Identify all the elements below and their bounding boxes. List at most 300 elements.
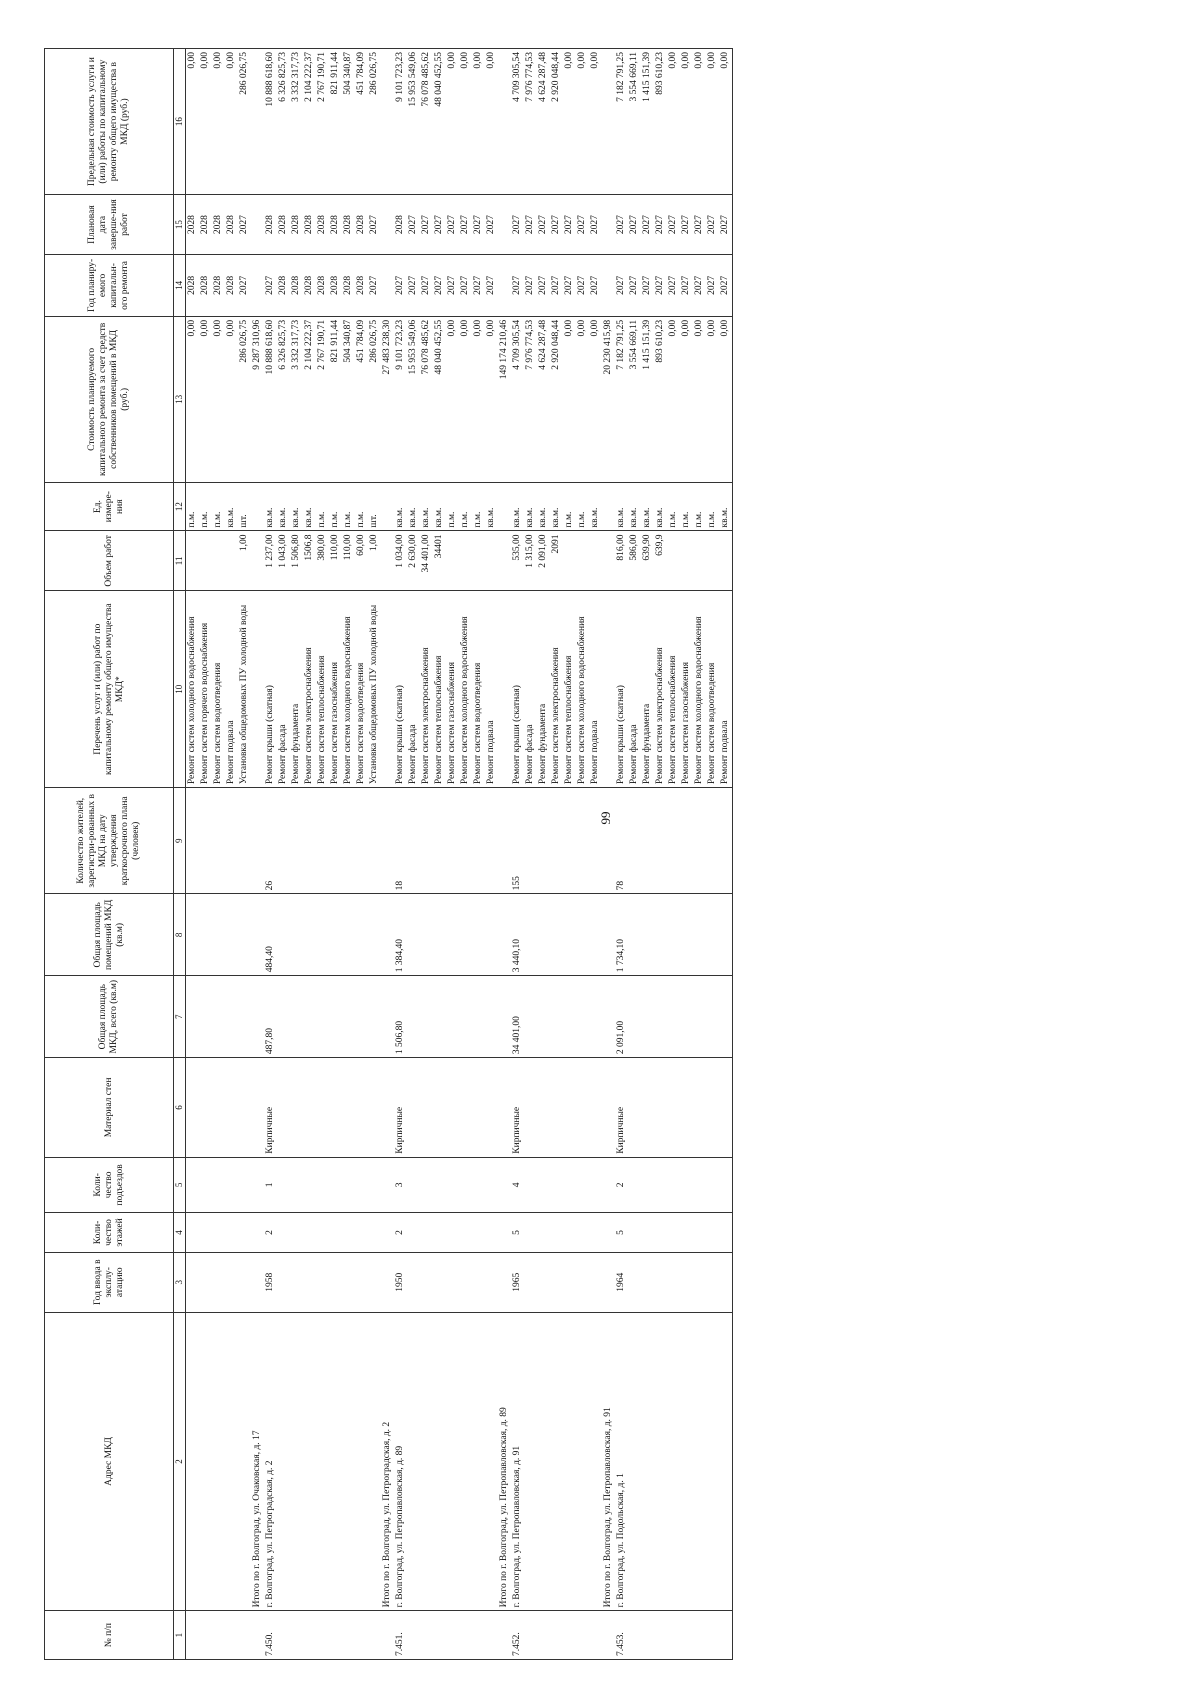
cell-c13: 0,00 bbox=[472, 316, 485, 482]
cell-c4 bbox=[342, 1213, 355, 1253]
cell-c1 bbox=[641, 1611, 654, 1660]
cell-c8 bbox=[251, 894, 264, 976]
table-row bbox=[459, 49, 472, 1660]
cell-c13: 9 101 723,23 bbox=[394, 316, 407, 482]
cell-c5 bbox=[537, 1157, 550, 1212]
cell-c6 bbox=[342, 1058, 355, 1158]
cell-c9 bbox=[641, 788, 654, 894]
cell-c7 bbox=[186, 976, 200, 1058]
cell-c16: 3 332 317,73 bbox=[290, 49, 303, 195]
cell-c13: 2 104 222,37 bbox=[303, 316, 316, 482]
cell-c7 bbox=[251, 976, 264, 1058]
cell-c11: 639,90 bbox=[641, 531, 654, 591]
cell-c8 bbox=[550, 894, 563, 976]
cell-c16: 286 026,75 bbox=[238, 49, 251, 195]
cell-c3 bbox=[420, 1252, 433, 1312]
cell-c10: Ремонт систем водоотведения bbox=[212, 591, 225, 788]
cell-c1: 7.453. bbox=[615, 1611, 628, 1660]
cell-c7: 1 506,80 bbox=[394, 976, 407, 1058]
cell-c11: 1 237,00 bbox=[264, 531, 277, 591]
cell-c16 bbox=[251, 49, 264, 195]
cell-c7 bbox=[420, 976, 433, 1058]
cell-c7 bbox=[368, 976, 381, 1058]
cell-c7 bbox=[290, 976, 303, 1058]
cell-c15: 2027 bbox=[706, 195, 719, 255]
cell-c5 bbox=[589, 1157, 602, 1212]
cell-c12: кв.м. bbox=[277, 482, 290, 531]
cell-c13: 0,00 bbox=[693, 316, 706, 482]
cell-c13: 7 976 774,53 bbox=[524, 316, 537, 482]
cell-c3 bbox=[550, 1252, 563, 1312]
cell-c11 bbox=[667, 531, 680, 591]
cell-c8 bbox=[628, 894, 641, 976]
cell-c4 bbox=[719, 1213, 733, 1253]
cell-c3: 1958 bbox=[264, 1252, 277, 1312]
cell-c15: 2027 bbox=[628, 195, 641, 255]
cell-c3 bbox=[251, 1252, 264, 1312]
cell-c1 bbox=[693, 1611, 706, 1660]
cell-c6 bbox=[693, 1058, 706, 1158]
cell-c12: п.м. bbox=[446, 482, 459, 531]
column-number-16: 16 bbox=[174, 49, 186, 195]
cell-c16: 4 709 305,54 bbox=[511, 49, 524, 195]
cell-c13: 27 483 238,30 bbox=[381, 316, 394, 482]
cell-c11 bbox=[719, 531, 733, 591]
cell-c16: 6 326 825,73 bbox=[277, 49, 290, 195]
cell-c8 bbox=[563, 894, 576, 976]
cell-c8: 3 440,10 bbox=[511, 894, 524, 976]
cell-c6 bbox=[628, 1058, 641, 1158]
cell-c10: Ремонт крыши (скатная) bbox=[615, 591, 628, 788]
cell-c7: 487,80 bbox=[264, 976, 277, 1058]
cell-c15: 2028 bbox=[290, 195, 303, 255]
cell-c4 bbox=[225, 1213, 238, 1253]
cell-c6 bbox=[407, 1058, 420, 1158]
cell-c4 bbox=[446, 1213, 459, 1253]
cell-c5: 4 bbox=[511, 1157, 524, 1212]
cell-c5: 2 bbox=[615, 1157, 628, 1212]
cell-c6 bbox=[199, 1058, 212, 1158]
cell-c9: 78 bbox=[615, 788, 628, 894]
cell-c15: 2027 bbox=[693, 195, 706, 255]
cell-c15: 2027 bbox=[667, 195, 680, 255]
cell-c5 bbox=[433, 1157, 446, 1212]
cell-c11 bbox=[381, 531, 394, 591]
cell-c10: Ремонт систем водоотведения bbox=[706, 591, 719, 788]
cell-c11: 1 043,00 bbox=[277, 531, 290, 591]
cell-c3 bbox=[641, 1252, 654, 1312]
cell-c9 bbox=[381, 788, 394, 894]
cell-c6 bbox=[576, 1058, 589, 1158]
cell-c1 bbox=[485, 1611, 498, 1660]
table-row bbox=[186, 49, 200, 1660]
cell-c9: 155 bbox=[511, 788, 524, 894]
cell-c7 bbox=[524, 976, 537, 1058]
cell-c12 bbox=[498, 482, 511, 531]
cell-c15: 2027 bbox=[550, 195, 563, 255]
cell-c7 bbox=[589, 976, 602, 1058]
column-header-3: Год ввода в эксплу-атацию bbox=[45, 1252, 174, 1312]
cell-c3: 1965 bbox=[511, 1252, 524, 1312]
cell-c12: кв.м. bbox=[407, 482, 420, 531]
cell-c16: 0,00 bbox=[459, 49, 472, 195]
cell-c7 bbox=[303, 976, 316, 1058]
cell-c7 bbox=[706, 976, 719, 1058]
cell-c12: кв.м. bbox=[641, 482, 654, 531]
cell-c10: Ремонт фасада bbox=[277, 591, 290, 788]
cell-c9 bbox=[706, 788, 719, 894]
cell-c10: Установка общедомовых ПУ холодной воды bbox=[368, 591, 381, 788]
cell-c13: 6 326 825,73 bbox=[277, 316, 290, 482]
cell-c8 bbox=[472, 894, 485, 976]
cell-c9 bbox=[355, 788, 368, 894]
cell-c8 bbox=[524, 894, 537, 976]
cell-c1 bbox=[433, 1611, 446, 1660]
table-row bbox=[199, 49, 212, 1660]
cell-c2 bbox=[537, 1312, 550, 1611]
cell-c5 bbox=[277, 1157, 290, 1212]
cell-c5 bbox=[251, 1157, 264, 1212]
cell-c12: кв.м. bbox=[264, 482, 277, 531]
cell-c2 bbox=[628, 1312, 641, 1611]
cell-c10: Ремонт фундамента bbox=[290, 591, 303, 788]
cell-c11 bbox=[225, 531, 238, 591]
cell-c9 bbox=[628, 788, 641, 894]
table-row bbox=[446, 49, 459, 1660]
cell-c8 bbox=[342, 894, 355, 976]
cell-c13: 4 624 287,48 bbox=[537, 316, 550, 482]
cell-c2: Итого по г. Волгоград, ул. Петропавловская, д. 89 bbox=[498, 1312, 511, 1611]
cell-c12: кв.м. bbox=[303, 482, 316, 531]
page-number: 99 bbox=[598, 811, 613, 825]
cell-c2 bbox=[641, 1312, 654, 1611]
cell-c3 bbox=[212, 1252, 225, 1312]
cell-c13: 48 040 452,55 bbox=[433, 316, 446, 482]
cell-c11: 34401 bbox=[433, 531, 446, 591]
table-row bbox=[589, 49, 602, 1660]
cell-c1 bbox=[550, 1611, 563, 1660]
cell-c13: 451 784,09 bbox=[355, 316, 368, 482]
cell-c14: 2027 bbox=[420, 254, 433, 316]
table-row bbox=[303, 49, 316, 1660]
cell-c13: 821 911,44 bbox=[329, 316, 342, 482]
cell-c7 bbox=[238, 976, 251, 1058]
table-row bbox=[277, 49, 290, 1660]
cell-c4: 5 bbox=[615, 1213, 628, 1253]
cell-c6 bbox=[420, 1058, 433, 1158]
column-number-3: 3 bbox=[174, 1252, 186, 1312]
cell-c11: 380,00 bbox=[316, 531, 329, 591]
cell-c10: Ремонт систем газоснабжения bbox=[329, 591, 342, 788]
cell-c10: Ремонт систем электроснабжения bbox=[303, 591, 316, 788]
cell-c1 bbox=[238, 1611, 251, 1660]
cell-c8 bbox=[303, 894, 316, 976]
cell-c9 bbox=[303, 788, 316, 894]
column-header-14: Год планиру-емого капитальн-ого ремонта bbox=[45, 254, 174, 316]
cell-c13: 504 340,87 bbox=[342, 316, 355, 482]
cell-c16: 0,00 bbox=[199, 49, 212, 195]
cell-c13: 0,00 bbox=[719, 316, 733, 482]
cell-c5 bbox=[420, 1157, 433, 1212]
cell-c8 bbox=[316, 894, 329, 976]
cell-c4 bbox=[667, 1213, 680, 1253]
cell-c1 bbox=[589, 1611, 602, 1660]
cell-c7 bbox=[316, 976, 329, 1058]
cell-c2 bbox=[186, 1312, 200, 1611]
cell-c10: Ремонт подвала bbox=[485, 591, 498, 788]
cell-c4 bbox=[459, 1213, 472, 1253]
cell-c16: 15 953 549,06 bbox=[407, 49, 420, 195]
cell-c16: 0,00 bbox=[576, 49, 589, 195]
table-row bbox=[407, 49, 420, 1660]
cell-c2: Итого по г. Волгоград, ул. Очаковская, д. 17 bbox=[251, 1312, 264, 1611]
cell-c1 bbox=[225, 1611, 238, 1660]
cell-c16: 7 182 791,25 bbox=[615, 49, 628, 195]
cell-c2 bbox=[420, 1312, 433, 1611]
cell-c15: 2027 bbox=[524, 195, 537, 255]
cell-c11: 1 506,80 bbox=[290, 531, 303, 591]
cell-c6 bbox=[368, 1058, 381, 1158]
column-number-row bbox=[174, 49, 186, 1660]
cell-c2 bbox=[433, 1312, 446, 1611]
cell-c12: кв.м. bbox=[537, 482, 550, 531]
cell-c12: кв.м. bbox=[511, 482, 524, 531]
cell-c10: Ремонт систем теплоснабжения bbox=[667, 591, 680, 788]
cell-c16: 2 920 048,44 bbox=[550, 49, 563, 195]
cell-c5 bbox=[316, 1157, 329, 1212]
cell-c14 bbox=[602, 254, 615, 316]
cell-c15: 2027 bbox=[615, 195, 628, 255]
cell-c6 bbox=[212, 1058, 225, 1158]
cell-c5 bbox=[212, 1157, 225, 1212]
cell-c9 bbox=[537, 788, 550, 894]
cell-c14: 2028 bbox=[342, 254, 355, 316]
cell-c2: г. Волгоград, ул. Подольская, д. 1 bbox=[615, 1312, 628, 1611]
cell-c12: шт. bbox=[238, 482, 251, 531]
cell-c2 bbox=[667, 1312, 680, 1611]
cell-c6 bbox=[563, 1058, 576, 1158]
cell-c7 bbox=[459, 976, 472, 1058]
column-header-15: Плановая дата заверше-ния работ bbox=[45, 195, 174, 255]
cell-c15: 2027 bbox=[472, 195, 485, 255]
cell-c13: 3 332 317,73 bbox=[290, 316, 303, 482]
cell-c13: 0,00 bbox=[576, 316, 589, 482]
column-number-11: 11 bbox=[174, 531, 186, 591]
cell-c1 bbox=[602, 1611, 615, 1660]
cell-c4 bbox=[602, 1213, 615, 1253]
cell-c14: 2027 bbox=[537, 254, 550, 316]
cell-c6 bbox=[277, 1058, 290, 1158]
cell-c5 bbox=[290, 1157, 303, 1212]
cell-c15: 2027 bbox=[589, 195, 602, 255]
cell-c16: 0,00 bbox=[212, 49, 225, 195]
cell-c5 bbox=[563, 1157, 576, 1212]
cell-c6 bbox=[472, 1058, 485, 1158]
cell-c2 bbox=[368, 1312, 381, 1611]
cell-c10: Ремонт крыши (скатная) bbox=[394, 591, 407, 788]
column-number-6: 6 bbox=[174, 1058, 186, 1158]
cell-c15: 2028 bbox=[199, 195, 212, 255]
cell-c9 bbox=[498, 788, 511, 894]
cell-c16: 0,00 bbox=[563, 49, 576, 195]
cell-c11 bbox=[459, 531, 472, 591]
cell-c16: 0,00 bbox=[225, 49, 238, 195]
cell-c8 bbox=[446, 894, 459, 976]
cell-c2 bbox=[693, 1312, 706, 1611]
cell-c8: 1 734,10 bbox=[615, 894, 628, 976]
cell-c2 bbox=[290, 1312, 303, 1611]
cell-c2 bbox=[303, 1312, 316, 1611]
cell-c15 bbox=[381, 195, 394, 255]
cell-c16: 0,00 bbox=[446, 49, 459, 195]
cell-c11 bbox=[485, 531, 498, 591]
cell-c9 bbox=[342, 788, 355, 894]
cell-c9 bbox=[654, 788, 667, 894]
cell-c13: 149 174 210,46 bbox=[498, 316, 511, 482]
cell-c15: 2027 bbox=[563, 195, 576, 255]
cell-c10 bbox=[602, 591, 615, 788]
cell-c2 bbox=[472, 1312, 485, 1611]
cell-c14: 2027 bbox=[628, 254, 641, 316]
cell-c1 bbox=[368, 1611, 381, 1660]
cell-c14: 2028 bbox=[329, 254, 342, 316]
cell-c2 bbox=[329, 1312, 342, 1611]
cell-c6: Кирпичные bbox=[511, 1058, 524, 1158]
cell-c10 bbox=[498, 591, 511, 788]
table-row bbox=[394, 49, 407, 1660]
cell-c13: 286 026,75 bbox=[368, 316, 381, 482]
cell-c7 bbox=[381, 976, 394, 1058]
cell-c13: 20 230 415,98 bbox=[602, 316, 615, 482]
table-row bbox=[537, 49, 550, 1660]
cell-c16: 0,00 bbox=[485, 49, 498, 195]
cell-c3 bbox=[563, 1252, 576, 1312]
cell-c1 bbox=[342, 1611, 355, 1660]
cell-c8: 484,40 bbox=[264, 894, 277, 976]
cell-c10: Ремонт фасада bbox=[407, 591, 420, 788]
cell-c9 bbox=[485, 788, 498, 894]
cell-c4: 2 bbox=[264, 1213, 277, 1253]
cell-c8 bbox=[719, 894, 733, 976]
cell-c1 bbox=[498, 1611, 511, 1660]
cell-c1 bbox=[303, 1611, 316, 1660]
cell-c14: 2027 bbox=[407, 254, 420, 316]
cell-c2 bbox=[524, 1312, 537, 1611]
table-row bbox=[433, 49, 446, 1660]
cell-c8 bbox=[238, 894, 251, 976]
cell-c13: 286 026,75 bbox=[238, 316, 251, 482]
cell-c4 bbox=[485, 1213, 498, 1253]
cell-c3 bbox=[329, 1252, 342, 1312]
cell-c14: 2027 bbox=[576, 254, 589, 316]
cell-c3 bbox=[537, 1252, 550, 1312]
cell-c8 bbox=[498, 894, 511, 976]
cell-c1 bbox=[667, 1611, 680, 1660]
cell-c11 bbox=[706, 531, 719, 591]
column-number-4: 4 bbox=[174, 1213, 186, 1253]
table-row bbox=[667, 49, 680, 1660]
cell-c7 bbox=[693, 976, 706, 1058]
cell-c1 bbox=[212, 1611, 225, 1660]
cell-c4 bbox=[355, 1213, 368, 1253]
total-row bbox=[602, 49, 615, 1660]
cell-c10: Ремонт систем газоснабжения bbox=[446, 591, 459, 788]
cell-c13: 0,00 bbox=[459, 316, 472, 482]
cell-c10: Ремонт систем водоотведения bbox=[472, 591, 485, 788]
cell-c1 bbox=[706, 1611, 719, 1660]
cell-c8 bbox=[381, 894, 394, 976]
cell-c11: 110,00 bbox=[342, 531, 355, 591]
cell-c6 bbox=[537, 1058, 550, 1158]
cell-c1: 7.450. bbox=[264, 1611, 277, 1660]
cell-c14: 2027 bbox=[667, 254, 680, 316]
cell-c5 bbox=[355, 1157, 368, 1212]
cell-c4 bbox=[212, 1213, 225, 1253]
cell-c15: 2027 bbox=[433, 195, 446, 255]
cell-c2 bbox=[446, 1312, 459, 1611]
cell-c3 bbox=[719, 1252, 733, 1312]
table-row bbox=[628, 49, 641, 1660]
cell-c8 bbox=[589, 894, 602, 976]
cell-c7 bbox=[407, 976, 420, 1058]
cell-c2 bbox=[316, 1312, 329, 1611]
cell-c5: 3 bbox=[394, 1157, 407, 1212]
cell-c6 bbox=[641, 1058, 654, 1158]
cell-c7 bbox=[641, 976, 654, 1058]
cell-c16: 7 976 774,53 bbox=[524, 49, 537, 195]
cell-c15: 2027 bbox=[420, 195, 433, 255]
cell-c3 bbox=[381, 1252, 394, 1312]
cell-c4 bbox=[576, 1213, 589, 1253]
cell-c11: 1,00 bbox=[238, 531, 251, 591]
cell-c16: 893 610,23 bbox=[654, 49, 667, 195]
cell-c10: Ремонт систем холодного водоснабжения bbox=[459, 591, 472, 788]
cell-c8 bbox=[186, 894, 200, 976]
header-row bbox=[45, 49, 174, 1660]
cell-c9 bbox=[407, 788, 420, 894]
cell-c1 bbox=[420, 1611, 433, 1660]
cell-c16: 4 624 287,48 bbox=[537, 49, 550, 195]
cell-c3 bbox=[602, 1252, 615, 1312]
table-row bbox=[563, 49, 576, 1660]
cell-c14: 2027 bbox=[368, 254, 381, 316]
column-header-11: Объем работ bbox=[45, 531, 174, 591]
column-number-10: 10 bbox=[174, 591, 186, 788]
total-row bbox=[498, 49, 511, 1660]
cell-c16: 0,00 bbox=[667, 49, 680, 195]
cell-c4 bbox=[316, 1213, 329, 1253]
cell-c14: 2027 bbox=[511, 254, 524, 316]
cell-c1 bbox=[329, 1611, 342, 1660]
table-row bbox=[290, 49, 303, 1660]
table-row bbox=[342, 49, 355, 1660]
table-row bbox=[355, 49, 368, 1660]
table-row bbox=[576, 49, 589, 1660]
cell-c9 bbox=[316, 788, 329, 894]
cell-c14: 2027 bbox=[589, 254, 602, 316]
cell-c14: 2028 bbox=[277, 254, 290, 316]
cell-c11 bbox=[602, 531, 615, 591]
table-row bbox=[641, 49, 654, 1660]
cell-c7 bbox=[680, 976, 693, 1058]
cell-c8: 1 384,40 bbox=[394, 894, 407, 976]
cell-c9 bbox=[277, 788, 290, 894]
cell-c14: 2027 bbox=[680, 254, 693, 316]
cell-c14: 2027 bbox=[706, 254, 719, 316]
table-row bbox=[225, 49, 238, 1660]
cell-c8 bbox=[420, 894, 433, 976]
cell-c2 bbox=[225, 1312, 238, 1611]
